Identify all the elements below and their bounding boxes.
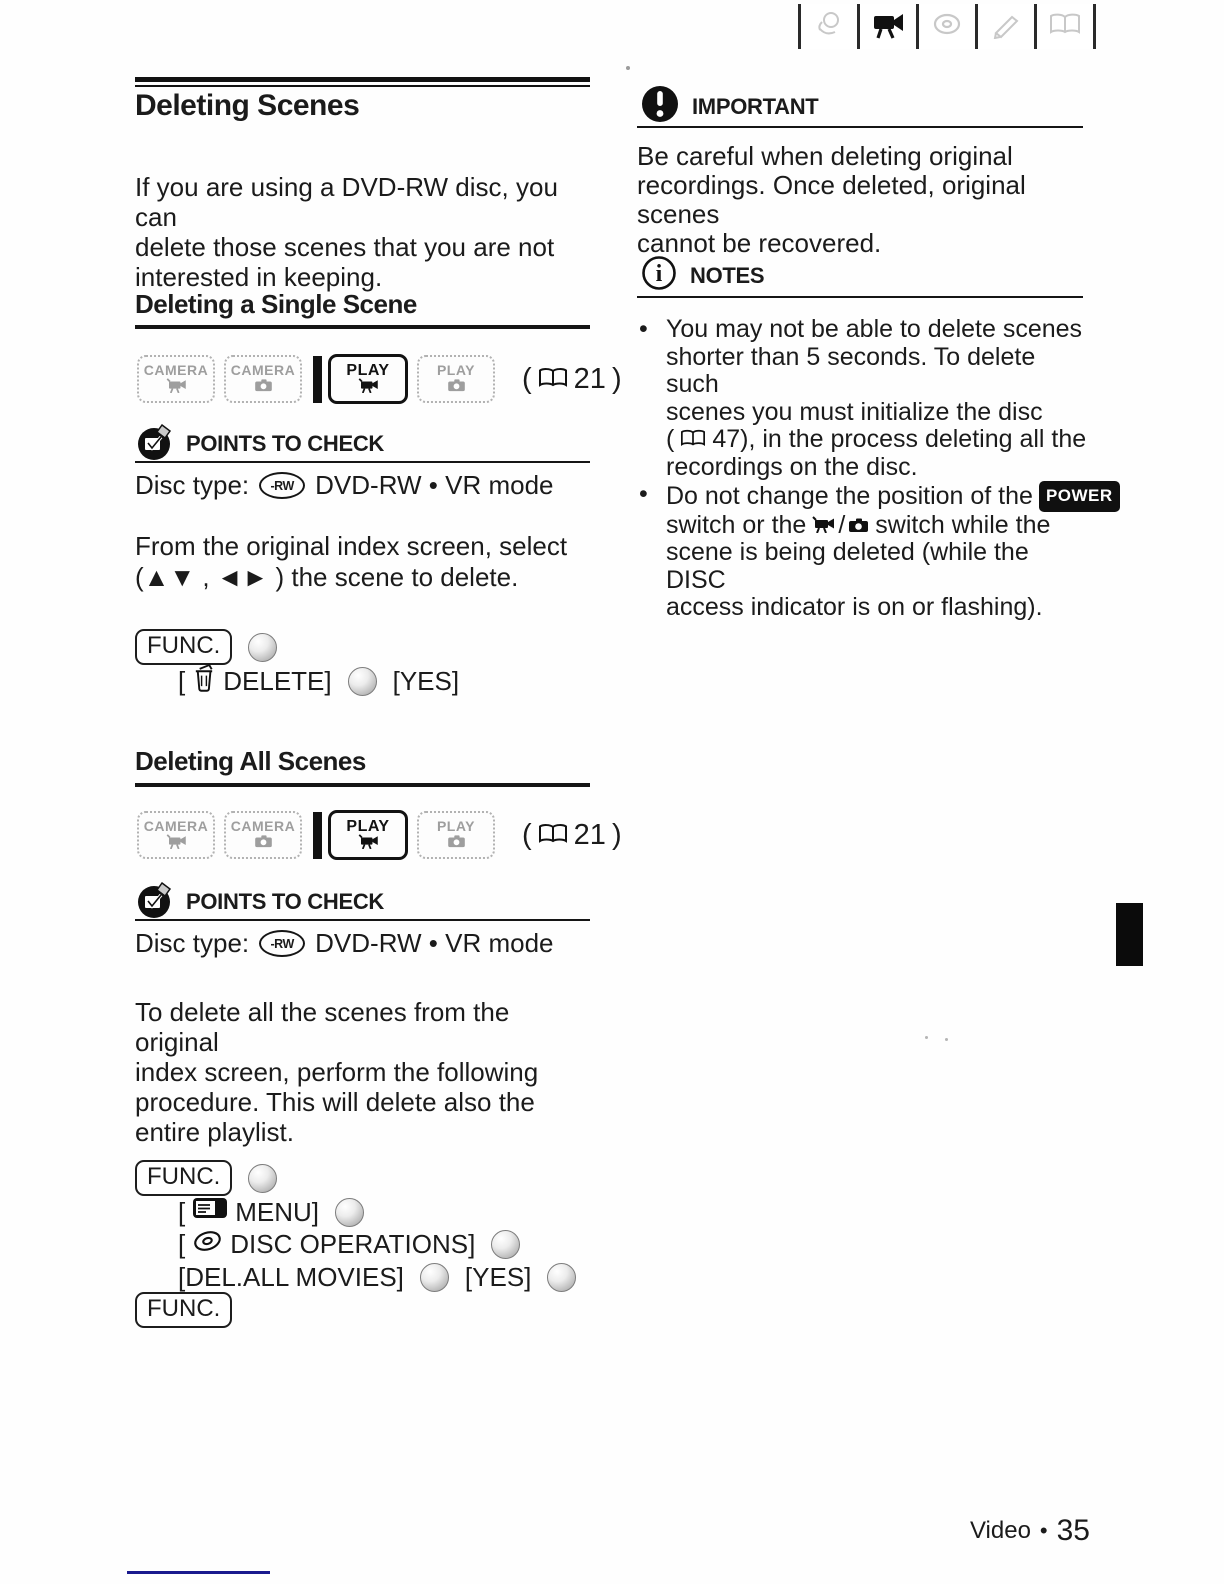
note-line-text: Do not change the position of the: [666, 481, 1033, 510]
intro-line: interested in keeping.: [135, 262, 383, 292]
movie-camera-icon: [812, 512, 835, 540]
badge-label: CAMERA: [143, 817, 209, 834]
important-rule: [637, 126, 1083, 128]
footer-blue-line: [127, 1571, 270, 1574]
badge-camera-still: [224, 811, 302, 859]
still-camera-icon: [447, 378, 466, 395]
movie-camera-icon: [166, 378, 187, 396]
paren: ): [611, 362, 622, 395]
notes-header: [640, 254, 764, 297]
page-reference: [522, 819, 622, 852]
menu-screen-icon: [192, 1196, 228, 1228]
exclamation-circle-icon: [640, 84, 680, 129]
trash-icon: [192, 663, 216, 699]
badge-camera-still: [224, 355, 302, 403]
points-rule: [135, 919, 590, 921]
badge-camera-movie: [137, 355, 215, 403]
disc-type-label: Disc type:: [135, 928, 250, 958]
yes-menu-item: [YES]: [464, 1262, 532, 1292]
note-line: [666, 481, 1113, 512]
scan-speck: [945, 1038, 948, 1041]
movie-camera-icon: [358, 834, 379, 852]
disc-type-value: DVD-RW • VR mode: [315, 470, 554, 500]
scan-speck: [626, 66, 630, 70]
bracket: [: [178, 1196, 186, 1227]
badge-label: PLAY: [346, 361, 390, 379]
delete-menu-item: [178, 663, 332, 699]
still-camera-icon: [447, 834, 466, 851]
set-button-icon: [491, 1230, 520, 1259]
tab-photos: [916, 4, 975, 49]
svg-text:i: i: [655, 261, 663, 287]
page-title: Deleting Scenes: [135, 89, 360, 122]
set-button-icon: [248, 633, 277, 662]
set-button-icon: [335, 1198, 364, 1227]
disc-type-value: DVD-RW • VR mode: [315, 928, 554, 958]
delall-menu-item: [DEL.ALL MOVIES]: [178, 1262, 404, 1292]
chapter-edge-tab: [1116, 903, 1143, 966]
body-line: index screen, perform the following: [135, 1057, 539, 1087]
disc-operations-label: DISC OPERATIONS]: [230, 1229, 476, 1259]
rw-disc-badge: -RW: [259, 930, 305, 957]
note-line: access indicator is on or flashing).: [666, 593, 1043, 621]
page-reference: [522, 363, 622, 396]
important-label: IMPORTANT: [692, 93, 819, 119]
note-line: [666, 425, 1087, 454]
func-button: FUNC.: [135, 629, 232, 665]
step-row-menu: [178, 1196, 364, 1228]
note-line-text: switch while the: [875, 510, 1051, 539]
note-line: scenes you must initialize the disc: [666, 397, 1043, 426]
section-heading-single: Deleting a Single Scene: [135, 289, 417, 319]
mode-separator: [313, 812, 322, 859]
step-row-delall: [178, 1262, 576, 1293]
tab-reference: [1034, 4, 1096, 49]
important-header: [640, 84, 818, 129]
body-line: To delete all the scenes from the original: [135, 997, 510, 1057]
page-footer: [970, 1514, 1090, 1548]
menu-menu-item: [178, 1196, 319, 1228]
tab-getting-started: [798, 4, 857, 49]
disc-type-line: [135, 470, 554, 501]
still-camera-icon: [848, 512, 869, 540]
notes-label: NOTES: [690, 262, 765, 288]
bracket: [: [178, 1229, 186, 1259]
body-line: recordings. Once deleted, original scenes: [637, 170, 1026, 229]
step-row-delete: [178, 663, 459, 699]
badge-label: CAMERA: [230, 818, 296, 834]
note-line: You may not be able to delete scenes: [666, 315, 1083, 343]
tab-editing: [975, 4, 1034, 49]
footer-section-label: Video: [969, 1517, 1031, 1544]
set-button-icon: [420, 1263, 449, 1292]
notes-list: [637, 315, 1113, 622]
still-camera-icon: [254, 378, 273, 395]
set-button-icon: [248, 1164, 277, 1193]
still-camera-icon: [254, 834, 273, 851]
set-button-icon: [348, 667, 377, 696]
section-tab-strip: [798, 4, 1096, 49]
note-line: [666, 512, 1083, 540]
badge-label: CAMERA: [230, 362, 296, 378]
step-row-func: [135, 1160, 277, 1196]
title-rule: [135, 77, 590, 87]
body-line: Be careful when deleting original: [637, 141, 1013, 171]
set-button-icon: [547, 1263, 576, 1292]
section-rule: [135, 783, 590, 787]
note-line: recordings on the disc.: [666, 452, 918, 481]
mode-separator: [313, 356, 322, 403]
movie-camera-icon: [166, 834, 187, 852]
bullet-dot: •: [639, 315, 648, 343]
body-line: procedure. This will delete also the: [135, 1087, 535, 1117]
badge-play-movie-active: [328, 354, 408, 404]
badge-camera-movie: [137, 811, 215, 859]
delete-label: DELETE]: [223, 665, 332, 696]
tab-video-active: [857, 4, 916, 49]
paren: (: [522, 362, 532, 395]
scan-speck: [925, 1036, 928, 1039]
paren: (: [666, 425, 675, 453]
footer-page-number: 35: [1056, 1514, 1090, 1547]
open-book-icon: [538, 819, 568, 852]
single-body: [135, 531, 590, 593]
intro-paragraph: [135, 172, 590, 292]
open-book-icon: [538, 363, 568, 396]
note-line: shorter than 5 seconds. To delete such: [666, 342, 1036, 398]
open-book-icon: [680, 426, 706, 454]
disc-icon: [932, 11, 962, 42]
open-book-icon: [1049, 12, 1081, 41]
mode-badge-row: [137, 810, 622, 860]
intro-line: If you are using a DVD-RW disc, you can: [135, 172, 558, 232]
badge-play-still: [417, 355, 495, 403]
notes-rule: [637, 296, 1083, 298]
badge-label: PLAY: [346, 817, 390, 835]
disc-type-line: [135, 928, 554, 959]
step-row-func-close: [135, 1292, 232, 1328]
badge-label: CAMERA: [143, 361, 209, 378]
section-heading-all: Deleting All Scenes: [135, 746, 366, 776]
func-button: FUNC.: [135, 1160, 232, 1196]
footer-bullet: •: [1039, 1518, 1048, 1543]
note-line-text: switch or the: [666, 510, 807, 539]
intro-line: delete those scenes that you are not: [135, 232, 555, 262]
badge-play-still: [417, 811, 495, 859]
slash: /: [838, 510, 846, 539]
points-rule: [135, 461, 590, 463]
step-row-func: [135, 629, 277, 665]
info-circle-icon: [640, 254, 678, 297]
yes-menu-item: [YES]: [392, 665, 460, 696]
paren: (: [522, 818, 532, 851]
body-line: cannot be recovered.: [637, 228, 882, 258]
important-body: [637, 142, 1083, 258]
note-bullet-2: [637, 480, 1113, 622]
section-rule: [135, 325, 590, 329]
badge-play-movie-active: [328, 810, 408, 860]
body-line: (▲▼ , ◄► ) the scene to delete.: [135, 562, 519, 592]
points-to-check-label: POINTS TO CHECK: [186, 431, 385, 456]
body-line: entire playlist.: [135, 1117, 294, 1147]
disc-icon: [192, 1229, 223, 1260]
note-line: scene is being deleted (while the DISC: [666, 538, 1029, 594]
rw-disc-badge: -RW: [259, 472, 305, 499]
mode-badge-row: [137, 354, 622, 404]
hand-holding-disc-icon: [814, 9, 844, 44]
all-body: [135, 997, 590, 1147]
power-switch-badge: POWER: [1039, 481, 1120, 512]
note-bullet-1: [637, 315, 1087, 481]
movie-camera-icon: [358, 378, 379, 396]
page-number-ref: 21: [573, 362, 606, 395]
menu-label: MENU]: [235, 1196, 320, 1227]
points-to-check-label: POINTS TO CHECK: [186, 889, 385, 914]
func-button: FUNC.: [135, 1292, 232, 1328]
movie-camera-icon: [872, 10, 904, 44]
body-line: From the original index screen, select: [135, 531, 568, 561]
badge-label: PLAY: [436, 818, 476, 834]
pencil-icon: [991, 9, 1021, 44]
step-row-disc-operations: [178, 1229, 520, 1260]
note-line-text: 47), in the process deleting all the: [712, 425, 1087, 453]
paren: ): [611, 818, 622, 851]
disc-operations-menu-item: [178, 1229, 475, 1260]
badge-label: PLAY: [436, 362, 476, 378]
bullet-dot: •: [639, 480, 648, 508]
bracket: [: [178, 665, 186, 696]
disc-type-label: Disc type:: [135, 470, 250, 500]
page-number-ref: 21: [573, 818, 606, 851]
